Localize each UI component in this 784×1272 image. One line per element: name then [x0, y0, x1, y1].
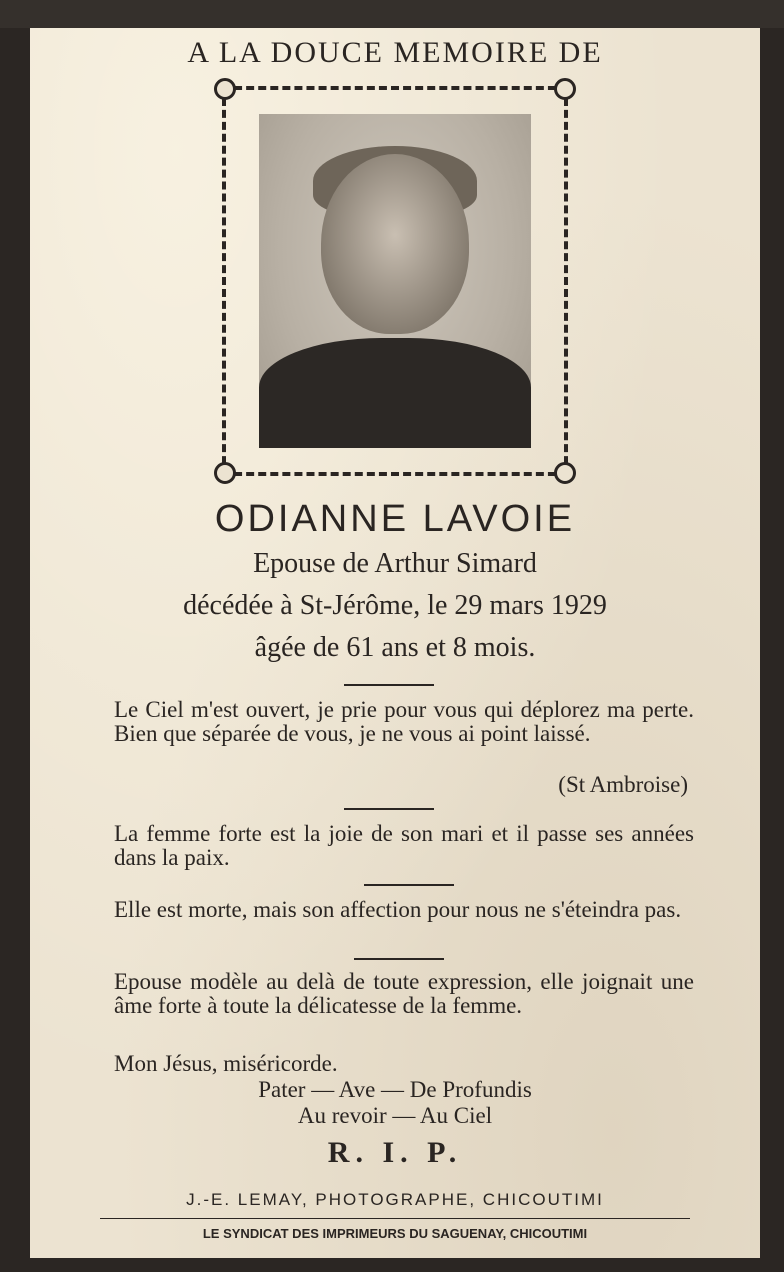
quote-affection: Elle est morte, mais son affection pour nous ne s'éteindra pas.: [114, 897, 682, 922]
quote-ambroise: Le Ciel m'est ouvert, je prie pour vous qui déplorez ma perte. Bien que séparée de vous, je ne vous ai point laissé.: [114, 697, 694, 746]
photographer-credit: J.-E. LEMAY, PHOTOGRAPHE, CHICOUTIMI: [186, 1190, 604, 1209]
prayer-misericorde: Mon Jésus, miséricorde.: [114, 1051, 338, 1076]
divider: [344, 684, 434, 686]
memorial-card: [30, 28, 760, 1258]
frame-corner-ornament: [554, 462, 576, 484]
deceased-name: ODIANNE LAVOIE: [214, 498, 576, 540]
card-top-edge: [0, 0, 784, 28]
frame-corner-ornament: [554, 78, 576, 100]
frame-corner-ornament: [214, 78, 236, 100]
spouse-line: Epouse de Arthur Simard: [253, 548, 537, 579]
printer-credit: LE SYNDICAT DES IMPRIMEURS DU SAGUENAY, CHICOUTIMI: [202, 1226, 588, 1241]
portrait-photo: [259, 114, 531, 448]
quote-femme-forte: La femme forte est la joie de son mari et il passe ses années dans la paix.: [114, 821, 694, 870]
divider: [364, 884, 454, 886]
quote-source: (St Ambroise): [558, 772, 688, 797]
prayer-au-revoir: Au revoir — Au Ciel: [297, 1103, 493, 1128]
divider: [344, 808, 434, 810]
footer-divider: [100, 1218, 690, 1219]
portrait-face: [321, 154, 469, 334]
rip-text: R. I. P.: [327, 1136, 463, 1169]
quote-epouse-modele: Epouse modèle au delà de toute expression, elle joignait une âme forte à toute la délicatesse de la femme.: [114, 969, 694, 1018]
prayer-pater: Pater — Ave — De Profundis: [258, 1077, 532, 1102]
death-line: décédée à St-Jérôme, le 29 mars 1929: [183, 590, 607, 621]
portrait-clothing: [259, 338, 531, 448]
age-line: âgée de 61 ans et 8 mois.: [254, 632, 536, 663]
photo-frame: [222, 86, 568, 476]
card-heading: A LA DOUCE MEMOIRE DE: [187, 36, 603, 69]
frame-corner-ornament: [214, 462, 236, 484]
divider: [354, 958, 444, 960]
